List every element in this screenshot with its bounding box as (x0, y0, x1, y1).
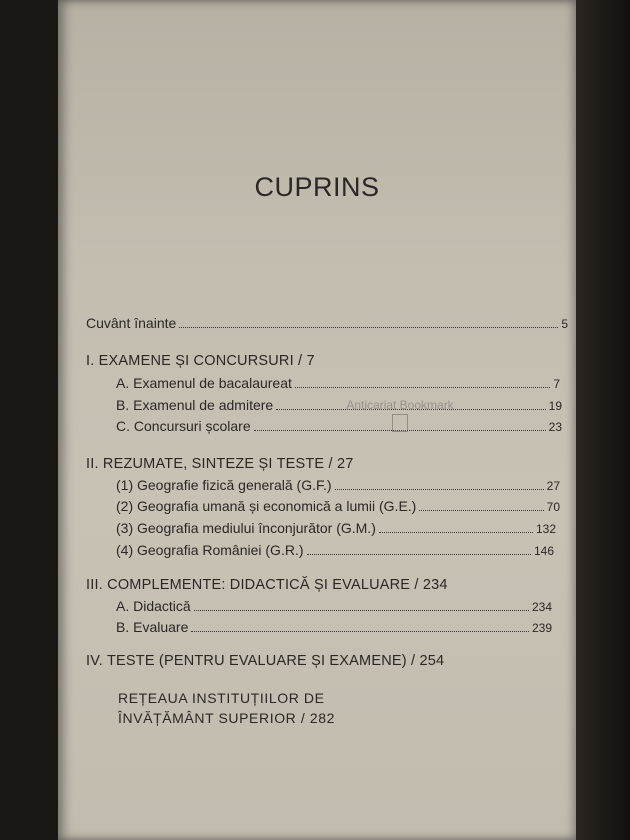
toc-label: A. Didactică (116, 598, 191, 614)
toc-row (116, 477, 560, 493)
toc-page-number: 132 (535, 522, 556, 536)
toc-page-number: 5 (561, 317, 568, 331)
leader-dots (295, 387, 550, 388)
toc-row (116, 397, 562, 413)
toc-row (116, 375, 560, 391)
toc-label: (4) Geografia României (G.R.) (116, 542, 304, 558)
watermark-text: Anticariat Bookmark (346, 398, 454, 412)
toc-row (116, 542, 554, 558)
toc-label: B. Evaluare (116, 619, 189, 635)
toc-label: A. Examenul de bacalaureat (116, 375, 292, 391)
toc-row (116, 498, 560, 514)
toc-page-number: 7 (553, 377, 560, 391)
toc-row (116, 418, 562, 434)
toc-page-number: 239 (531, 621, 552, 635)
toc-label: C. Concursuri școlare (116, 418, 251, 434)
toc-page-number: 23 (548, 420, 562, 434)
toc-page-number: 70 (546, 500, 560, 514)
watermark-stamp (340, 398, 460, 444)
toc-row (116, 598, 552, 614)
toc-page-number: 146 (533, 544, 554, 558)
toc-label: (2) Geografia umană și economică a lumii (G.E.) (116, 498, 417, 514)
page-title: CUPRINS (254, 172, 380, 202)
toc-row-intro (86, 315, 568, 331)
leader-dots (179, 327, 558, 328)
leader-dots (335, 489, 544, 490)
closing-heading-line-2: ÎNVĂȚĂMÂNT SUPERIOR / 282 (118, 710, 336, 726)
leader-dots (379, 532, 533, 533)
toc-row (116, 619, 552, 635)
section-heading: III. COMPLEMENTE: DIDACTICĂ ȘI EVALUARE / 234 (86, 577, 448, 593)
bookmark-icon (392, 414, 408, 432)
leader-dots (191, 631, 529, 632)
toc-label: (1) Geografie fizică generală (G.F.) (116, 477, 332, 493)
section-heading: IV. TESTE (PENTRU EVALUARE ȘI EXAMENE) / 254 (86, 653, 445, 669)
toc-label: (3) Geografia mediului înconjurător (G.M.) (116, 520, 376, 536)
leader-dots (194, 610, 529, 611)
toc-page-number: 27 (546, 479, 560, 493)
page-edge (576, 0, 630, 840)
leader-dots (419, 510, 543, 511)
section-heading: II. REZUMATE, SINTEZE ȘI TESTE / 27 (86, 456, 354, 472)
section-heading: I. EXAMENE ȘI CONCURSURI / 7 (86, 353, 315, 369)
toc-page-number: 19 (548, 399, 562, 413)
toc-label: B. Examenul de admitere (116, 397, 274, 413)
leader-dots (307, 554, 531, 555)
toc-row (116, 520, 556, 536)
toc-label: Cuvânt înainte (86, 315, 177, 331)
closing-heading-line-1: REȚEAUA INSTITUȚIILOR DE (118, 690, 325, 706)
toc-page-number: 234 (531, 600, 552, 614)
